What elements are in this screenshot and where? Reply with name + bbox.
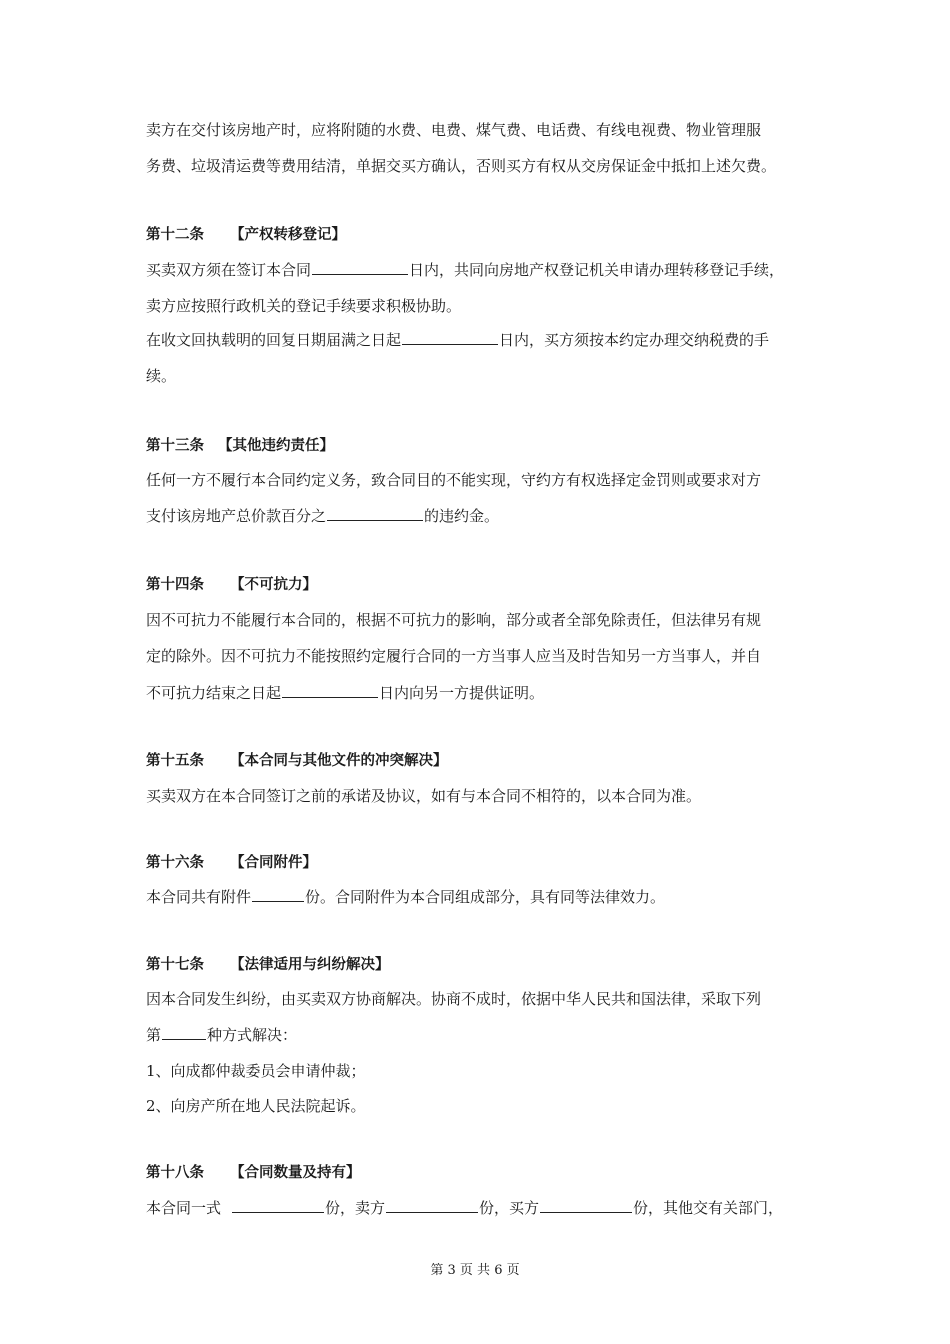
article-13-heading	[146, 436, 334, 456]
text-segment: 份，买方	[479, 1199, 540, 1217]
article-title: 【本合同与其他文件的冲突解决】	[230, 753, 448, 769]
article-title: 【合同附件】	[230, 855, 317, 871]
paragraph-line: 任何一方不履行本合同约定义务，致合同目的不能实现，守约方有权选择定金罚则或要求对方	[146, 471, 762, 489]
article-number: 第十三条	[146, 438, 204, 454]
fill-in-blank[interactable]	[327, 506, 423, 521]
article-number: 第十二条	[146, 227, 204, 243]
text-segment: 支付该房地产总价款百分之	[146, 507, 327, 525]
paragraph-line	[146, 1025, 297, 1045]
paragraph-line	[146, 260, 784, 280]
paragraph-line	[146, 887, 665, 907]
text-segment: 在收文回执载明的回复日期届满之日起	[146, 331, 402, 349]
article-16-heading	[146, 853, 317, 873]
fill-in-blank[interactable]	[312, 260, 408, 275]
paragraph-line: 续。	[146, 367, 177, 385]
paragraph-line	[146, 1198, 783, 1218]
fill-in-blank[interactable]	[252, 887, 304, 902]
paragraph-line: 因不可抗力不能履行本合同的，根据不可抗力的影响，部分或者全部免除责任，但法律另有规	[146, 611, 762, 629]
text-segment: 本合同共有附件	[146, 888, 252, 906]
article-12-heading	[146, 225, 346, 245]
article-14-heading	[146, 575, 317, 595]
text-segment: 买卖双方须在签订本合同	[146, 261, 312, 279]
article-title: 【合同数量及持有】	[230, 1165, 361, 1181]
paragraph-line: 务费、垃圾清运费等费用结清，单据交买方确认，否则买方有权从交房保证金中抵扣上述欠费。	[146, 157, 777, 175]
article-number: 第十四条	[146, 577, 204, 593]
paragraph-line	[146, 506, 499, 526]
text-segment: 份，卖方	[325, 1199, 386, 1217]
fill-in-blank[interactable]	[402, 330, 498, 345]
text-segment: 不可抗力结束之日起	[146, 684, 282, 702]
paragraph-line: 买卖双方在本合同签订之前的承诺及协议，如有与本合同不相符的，以本合同为准。	[146, 787, 702, 805]
fill-in-blank[interactable]	[162, 1025, 206, 1040]
article-17-heading	[146, 955, 390, 975]
paragraph-line: 卖方在交付该房地产时，应将附随的水费、电费、煤气费、电话费、有线电视费、物业管理服	[146, 121, 762, 139]
article-number: 第十五条	[146, 753, 204, 769]
fill-in-blank[interactable]	[282, 683, 378, 698]
text-segment: 第	[146, 1026, 162, 1044]
paragraph-line: 因本合同发生纠纷，由买卖双方协商解决。协商不成时，依据中华人民共和国法律，采取下列	[146, 990, 762, 1008]
fill-in-blank[interactable]	[540, 1198, 632, 1213]
paragraph-line: 定的除外。因不可抗力不能按照约定履行合同的一方当事人应当及时告知另一方当事人，并自	[146, 647, 762, 665]
list-item: 1、向成都仲裁委员会申请仲裁；	[146, 1062, 366, 1080]
text-segment: 份。合同附件为本合同组成部分，具有同等法律效力。	[305, 888, 666, 906]
text-segment: 日内，共同向房地产权登记机关申请办理转移登记手续，	[409, 261, 785, 279]
page-footer: 第 3 页 共 6 页	[430, 1263, 520, 1278]
article-title: 【法律适用与纠纷解决】	[230, 957, 390, 973]
list-item: 2、向房产所在地人民法院起诉。	[146, 1097, 366, 1115]
text-segment: 本合同一式	[146, 1199, 222, 1217]
paragraph-line	[146, 683, 544, 703]
text-segment: 份，其他交有关部门，	[633, 1199, 784, 1217]
paragraph-line	[146, 330, 769, 350]
article-title: 【产权转移登记】	[230, 227, 346, 243]
article-title: 【其他违约责任】	[218, 438, 334, 454]
article-number: 第十七条	[146, 957, 204, 973]
text-segment: 的违约金。	[424, 507, 500, 525]
article-15-heading	[146, 751, 448, 771]
text-segment: 种方式解决：	[207, 1026, 298, 1044]
text-segment: 日内向另一方提供证明。	[379, 684, 545, 702]
fill-in-blank[interactable]	[386, 1198, 478, 1213]
article-number: 第十六条	[146, 855, 204, 871]
article-number: 第十八条	[146, 1165, 204, 1181]
paragraph-line: 卖方应按照行政机关的登记手续要求积极协助。	[146, 297, 462, 315]
text-segment: 日内，买方须按本约定办理交纳税费的手	[499, 331, 770, 349]
fill-in-blank[interactable]	[232, 1198, 324, 1213]
article-title: 【不可抗力】	[230, 577, 317, 593]
article-18-heading	[146, 1163, 361, 1183]
